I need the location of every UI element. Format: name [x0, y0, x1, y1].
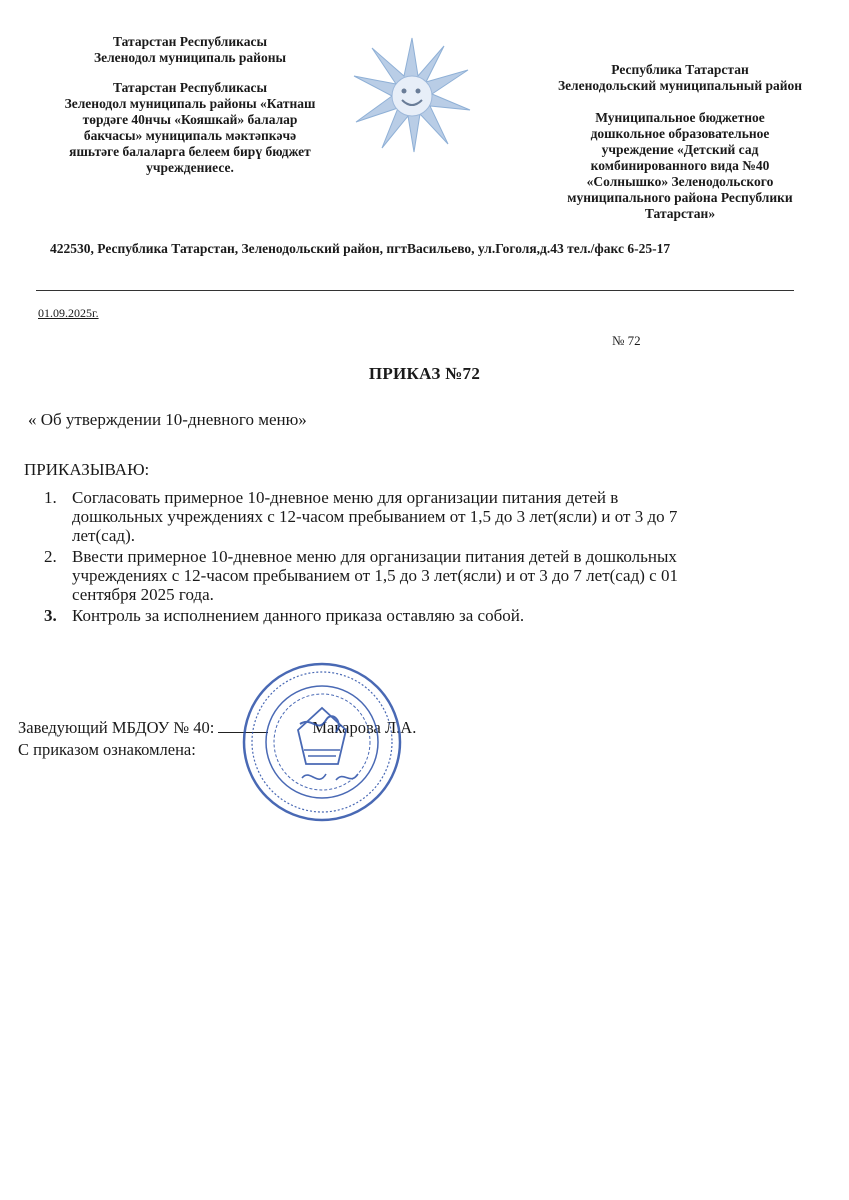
- order-subject: « Об утверждении 10-дневного меню»: [28, 410, 307, 429]
- order-item: [44, 488, 799, 545]
- order-item: [44, 547, 799, 604]
- order-item-number: 1.: [44, 488, 57, 507]
- order-item-text: [72, 606, 799, 625]
- order-item-text: [72, 488, 799, 545]
- order-item: [44, 606, 799, 625]
- order-item-line: Ввести примерное 10-дневное меню для организации питания детей в дошкольных: [72, 547, 677, 566]
- address-line: 422530, Республика Татарстан, Зеленодольский район, пгтВасильево, ул.Гоголя,д.43 тел./факс 6-25-17: [50, 241, 671, 256]
- order-items: [44, 488, 799, 627]
- header-right-line: «Солнышко» Зеленодольского: [586, 174, 774, 189]
- header-left-line: Зеленодол муниципаль районы: [93, 50, 287, 65]
- header-right-line: учреждение «Детский сад: [601, 142, 759, 157]
- sun-logo-icon: [352, 36, 472, 154]
- header-right-line: дошкольное образовательное: [590, 126, 770, 141]
- order-item-line: лет(сад).: [72, 526, 135, 545]
- header-right-line: комбинированного вида №40: [590, 158, 770, 173]
- order-title: ПРИКАЗ №72: [368, 364, 481, 383]
- order-item-number: 2.: [44, 547, 57, 566]
- order-item-text: [72, 547, 799, 604]
- acknowledgement-row: [18, 740, 196, 760]
- document-date: 01.09.2025г.: [38, 306, 99, 320]
- order-item-line: Контроль за исполнением данного приказа оставляю за собой.: [72, 606, 525, 625]
- header-right-block: [530, 62, 830, 222]
- header-left-line: Татарстан Республикасы: [112, 80, 267, 95]
- order-item-line: Согласовать примерное 10-дневное меню для организации питания детей в: [72, 488, 619, 507]
- head-name: Макарова Л.А.: [312, 718, 417, 737]
- header-left-line: Зеленодол муниципаль районы «Катнаш: [64, 96, 316, 111]
- round-stamp-icon: [240, 660, 404, 824]
- header-divider: [36, 290, 794, 291]
- order-heading: ПРИКАЗЫВАЮ:: [24, 460, 150, 479]
- header-left-line: Татарстан Республикасы: [112, 34, 267, 49]
- order-item-number: 3.: [44, 606, 57, 625]
- document-number: № 72: [612, 333, 641, 348]
- header-right-line: муниципального района Республики: [567, 190, 793, 205]
- order-item-line: учреждениях с 12-часом пребыванием от 1,5 до 3 лет(ясли) и от 3 до 7 лет(сад) с 01: [72, 566, 678, 585]
- header-right-line: Татарстан»: [644, 206, 716, 221]
- head-signature-label: Заведующий МБДОУ № 40:: [18, 718, 215, 737]
- header-right-line: Республика Татарстан: [611, 62, 749, 77]
- order-item-line: сентября 2025 года.: [72, 585, 214, 604]
- acknowledgement-label: С приказом ознакомлена:: [18, 740, 196, 759]
- header-left-line: учреждениесе.: [146, 160, 234, 175]
- header-right-line: Зеленодольский муниципальный район: [557, 78, 803, 93]
- order-item-line: дошкольных учреждениях с 12-часом пребыванием от 1,5 до 3 лет(ясли) и от 3 до 7: [72, 507, 678, 526]
- header-right-line: Муниципальное бюджетное: [595, 110, 765, 125]
- header-left-line: бакчасы» муниципаль мәктәпкәчә: [83, 128, 297, 143]
- header-left-line: төрдәге 40нчы «Кояшкай» балалар: [82, 112, 298, 127]
- header-left-block: [40, 34, 340, 176]
- header-left-line: яшьтәге балаларга белеем бирү бюджет: [69, 144, 311, 159]
